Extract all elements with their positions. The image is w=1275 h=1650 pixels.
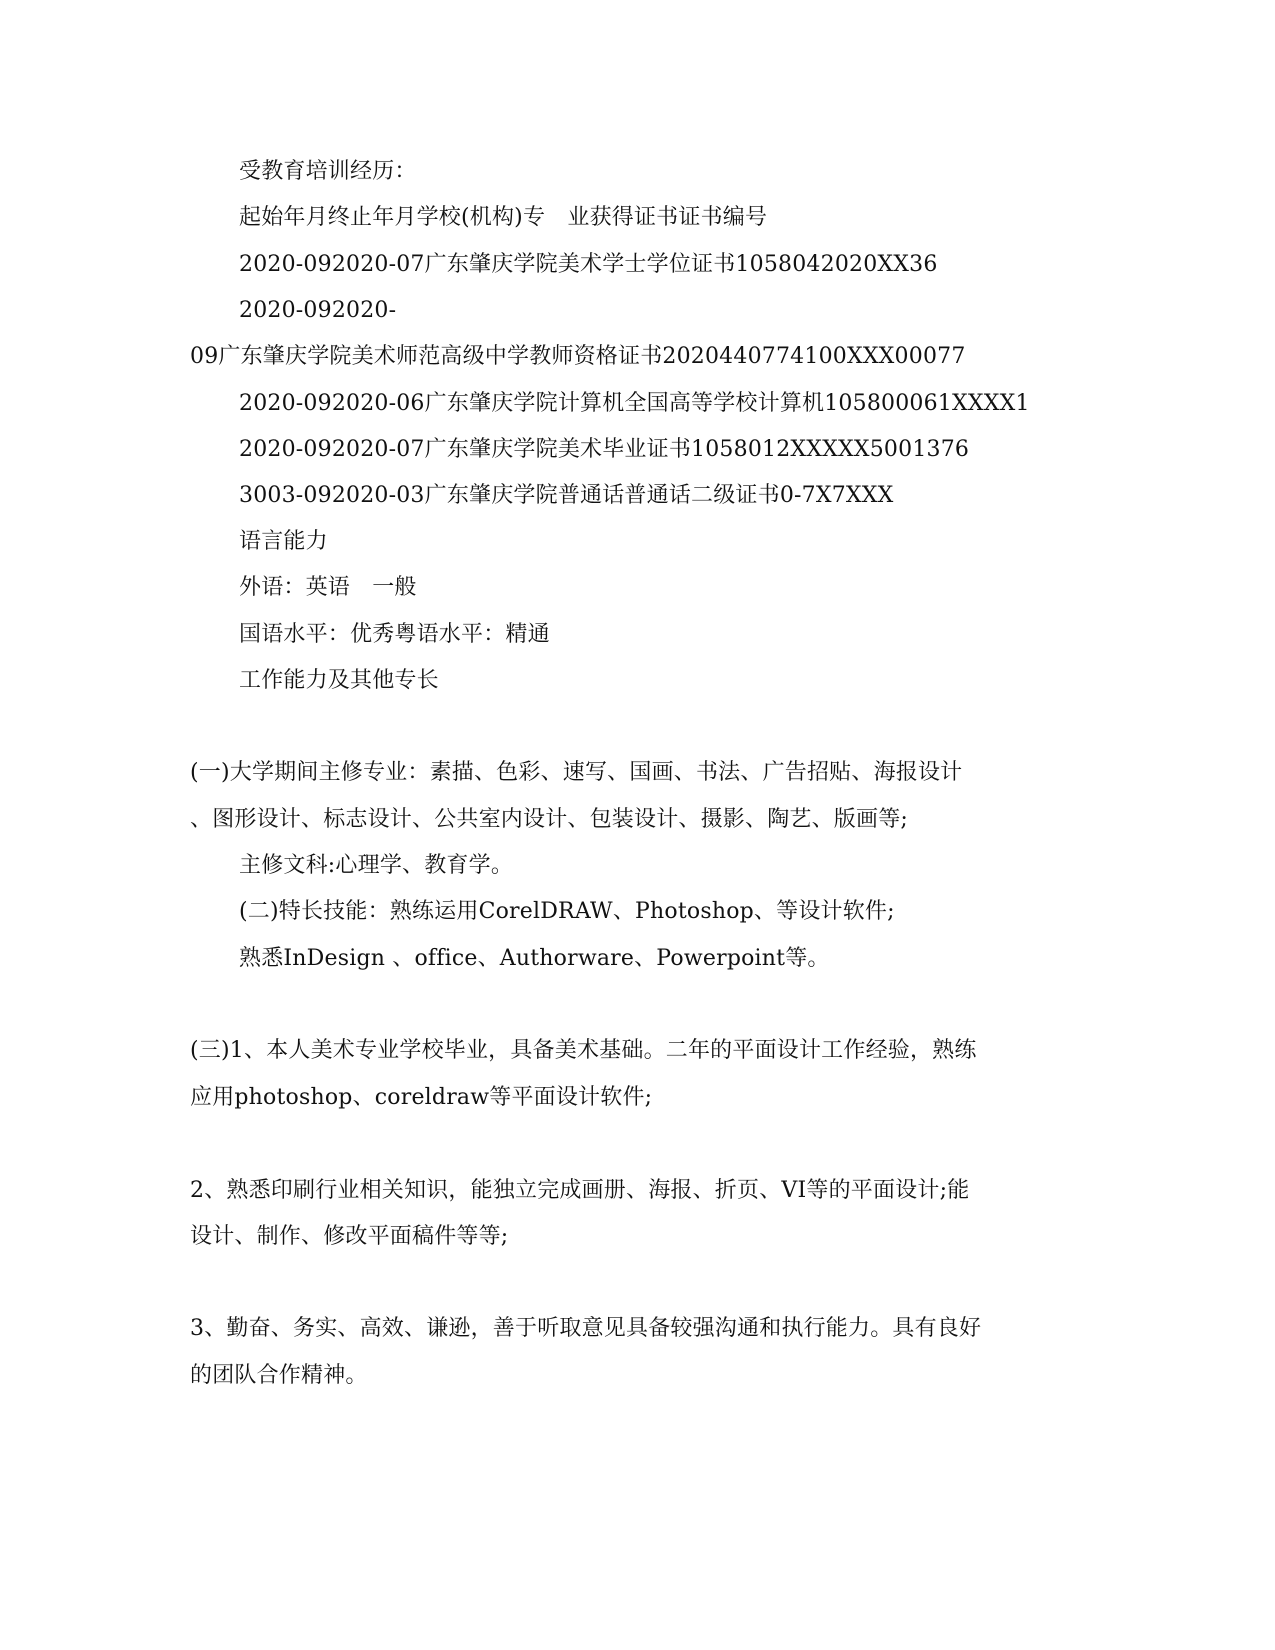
familiar-software-line: 熟悉InDesign 、office、Authorware、Powerpoint等。 (239, 946, 830, 971)
liberal-arts-line: 主修文科:心理学、教育学。 (239, 853, 514, 878)
education-heading: 受教育培训经历： (239, 159, 417, 184)
printing-paragraph-line: 设计、制作、修改平面稿件等等; (190, 1224, 509, 1249)
education-record-continuation: 09广东肇庆学院美术师范高级中学教师资格证书2020440774100XXX00077 (190, 344, 966, 369)
experience-paragraph-line: (三)1、本人美术专业学校毕业，具备美术基础。二年的平面设计工作经验，熟练 (190, 1038, 977, 1063)
dialect-level-line: 国语水平：优秀粤语水平：精通 (239, 622, 550, 647)
education-record: 2020-092020-07广东肇庆学院美术学士学位证书1058042020XX36 (239, 252, 938, 277)
teamwork-paragraph-line: 的团队合作精神。 (190, 1363, 368, 1388)
teamwork-paragraph-line: 3、勤奋、务实、高效、谦逊，善于听取意见具备较强沟通和执行能力。具有良好 (190, 1316, 982, 1341)
education-record: 3003-092020-03广东肇庆学院普通话普通话二级证书0-7X7XXX (239, 483, 894, 508)
education-record: 2020-092020-07广东肇庆学院美术毕业证书1058012XXXXX5001376 (239, 437, 970, 462)
special-skills-line: (二)特长技能：熟练运用CorelDRAW、Photoshop、等设计软件; (239, 899, 895, 924)
foreign-language-line: 外语：英语 一般 (239, 575, 417, 600)
major-paragraph-line: 、图形设计、标志设计、公共室内设计、包装设计、摄影、陶艺、版画等; (190, 807, 909, 832)
printing-paragraph-line: 2、熟悉印刷行业相关知识，能独立完成画册、海报、折页、VI等的平面设计;能 (190, 1178, 970, 1203)
experience-paragraph-line: 应用photoshop、coreldraw等平面设计软件; (190, 1085, 653, 1110)
education-table-header: 起始年月终止年月学校(机构)专 业获得证书证书编号 (239, 205, 768, 230)
skills-heading: 工作能力及其他专长 (239, 668, 439, 693)
major-paragraph-line: (一)大学期间主修专业：素描、色彩、速写、国画、书法、广告招贴、海报设计 (190, 760, 963, 785)
education-record: 2020-092020-06广东肇庆学院计算机全国高等学校计算机105800061XXXX1 (239, 391, 1030, 416)
language-heading: 语言能力 (239, 529, 328, 554)
education-record: 2020-092020- (239, 298, 397, 323)
